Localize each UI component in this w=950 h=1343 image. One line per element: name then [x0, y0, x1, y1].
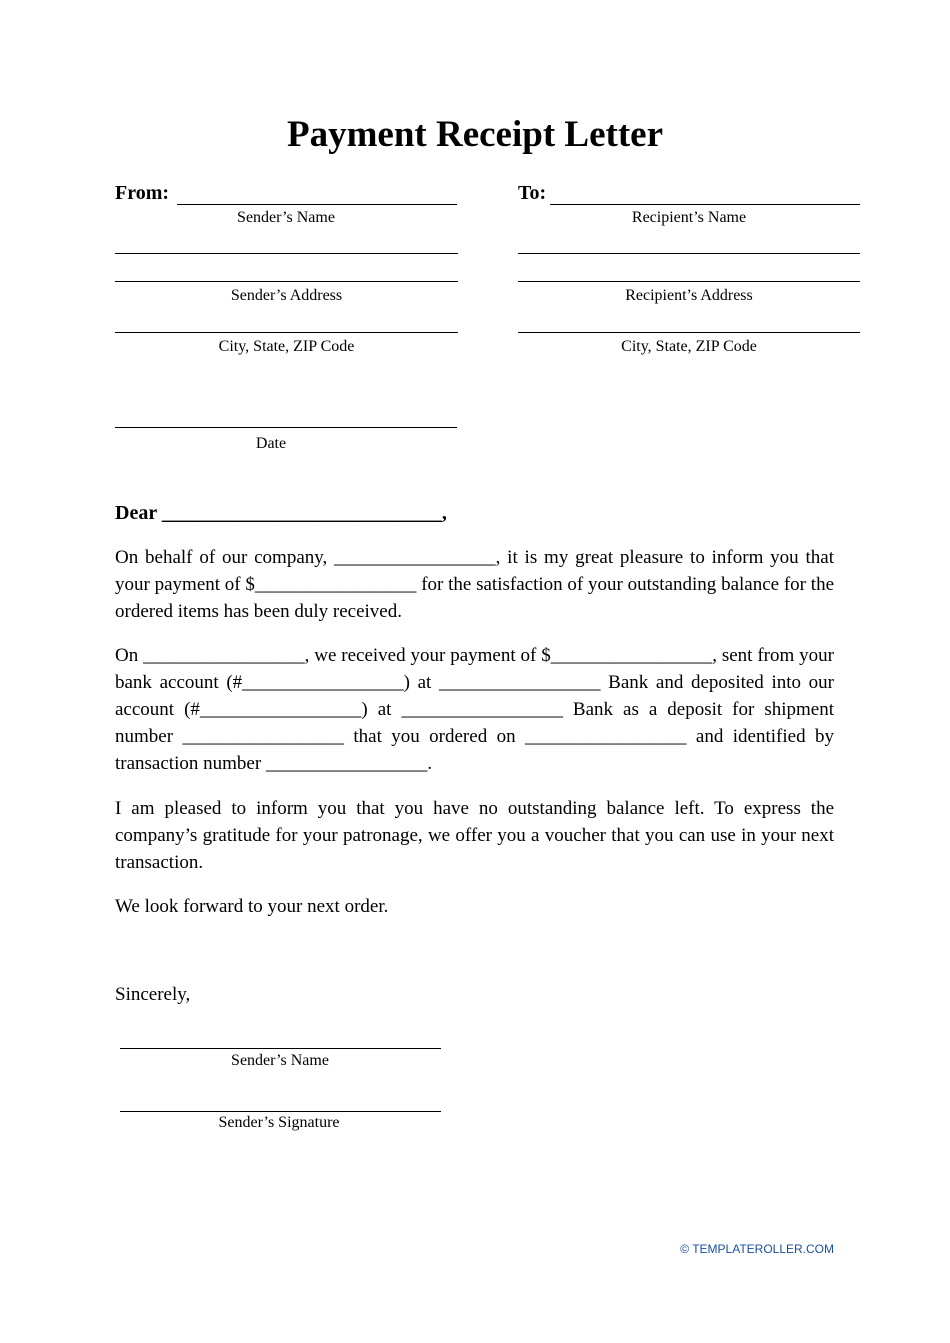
- sender-city-caption: City, State, ZIP Code: [218, 338, 355, 355]
- page-title: Payment Receipt Letter: [287, 114, 663, 155]
- recipient-name-caption: Recipient’s Name: [631, 209, 747, 226]
- recipient-address-line-2[interactable]: [518, 281, 860, 282]
- recipient-city-caption: City, State, ZIP Code: [621, 338, 757, 355]
- recipient-address-caption: Recipient’s Address: [625, 287, 753, 304]
- date-caption: Date: [255, 435, 287, 452]
- recipient-city-line[interactable]: [518, 332, 860, 333]
- signature-caption: Sender’s Signature: [218, 1114, 340, 1131]
- signature-name-line[interactable]: [120, 1048, 441, 1049]
- paragraph-3: I am pleased to inform you that you have no outstanding balance left. To express the company’s gratitude for your patronage, we offer you a voucher that you can use in your next transaction.: [115, 798, 834, 873]
- paragraph-2: On _________________, we received your payment of $_________________, sent from your bank account (#_________________) at _________________ Bank and deposited into our account (#_________________) at _________________ Bank as a deposit for shipment number _________________ that you ordered on _________________ and identified by transaction number _________________.: [115, 645, 834, 774]
- salutation-label: Dear: [115, 502, 157, 524]
- footer-copyright[interactable]: © TEMPLATEROLLER.COM: [680, 1242, 834, 1256]
- date-line[interactable]: [115, 427, 457, 428]
- to-label: To:: [518, 182, 547, 204]
- sender-name-caption: Sender’s Name: [237, 209, 335, 226]
- recipient-name-line[interactable]: [550, 204, 860, 205]
- paragraph-1: On behalf of our company, _________________, it is my great pleasure to inform you that your payment of $_________________ for the satisfaction of your outstanding balance for the ordered items has been duly received.: [115, 547, 834, 622]
- sender-name-line[interactable]: [177, 204, 457, 205]
- from-label: From:: [115, 182, 170, 204]
- sender-address-line-1[interactable]: [115, 253, 458, 254]
- signature-line[interactable]: [120, 1111, 441, 1112]
- sender-address-caption: Sender’s Address: [230, 287, 343, 304]
- recipient-address-line-1[interactable]: [518, 253, 860, 254]
- salutation: [115, 502, 447, 525]
- signature-name-caption: Sender’s Name: [231, 1052, 329, 1069]
- sender-city-line[interactable]: [115, 332, 458, 333]
- closing: Sincerely,: [115, 984, 191, 1005]
- sender-address-line-2[interactable]: [115, 281, 458, 282]
- paragraph-4: We look forward to your next order.: [115, 896, 389, 917]
- recipient-name-blank[interactable]: ____________________________,: [161, 502, 447, 524]
